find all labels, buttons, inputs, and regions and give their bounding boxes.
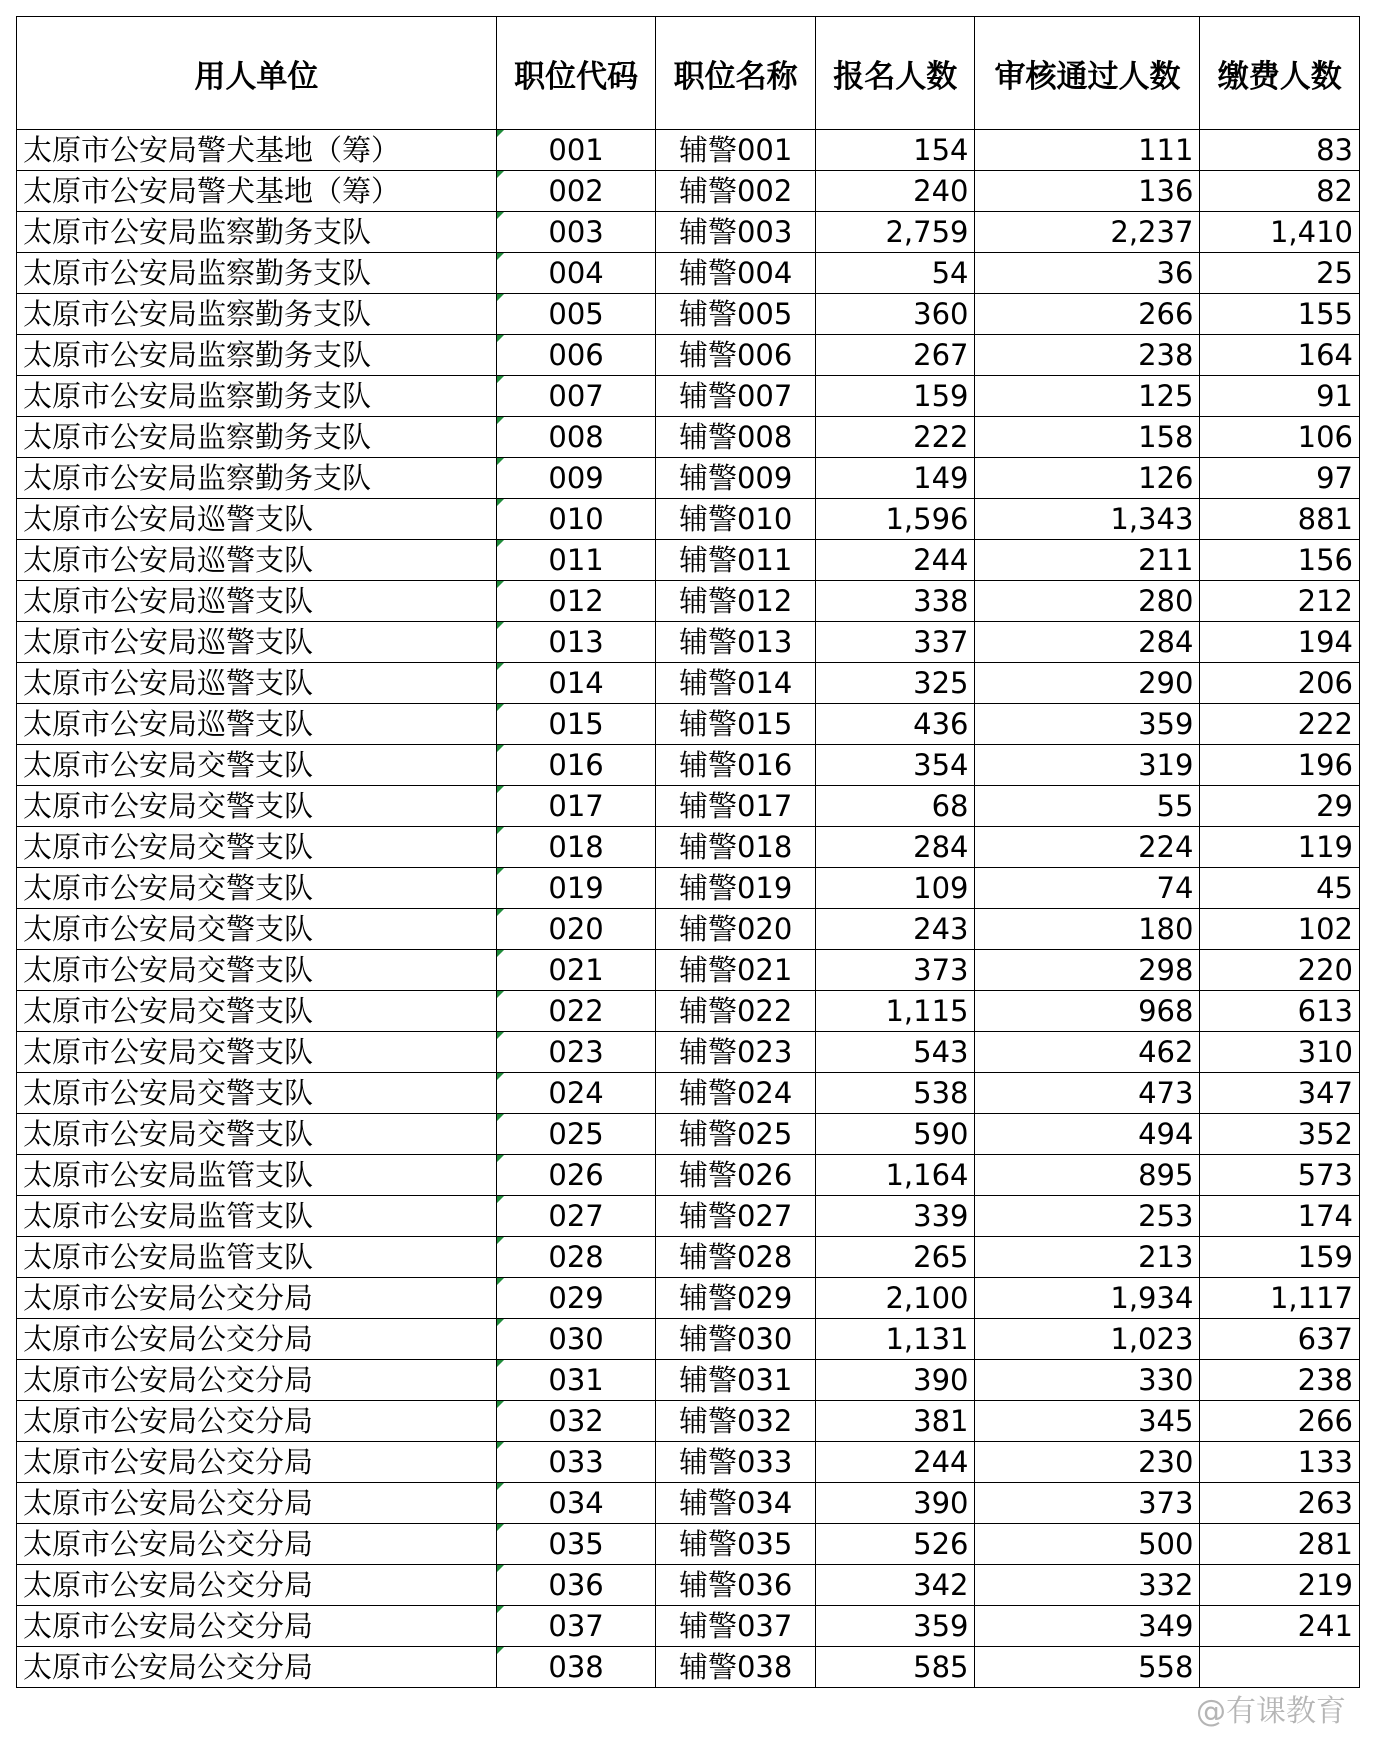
cell-approved: 253 [975, 1196, 1200, 1237]
cell-position-code: 034 [496, 1483, 656, 1524]
cell-position-name: 辅警019 [656, 868, 816, 909]
cell-paid: 637 [1200, 1319, 1360, 1360]
cell-applicants: 265 [815, 1237, 975, 1278]
cell-applicants: 243 [815, 909, 975, 950]
cell-position-code: 017 [496, 786, 656, 827]
cell-approved: 2,237 [975, 212, 1200, 253]
cell-unit: 太原市公安局巡警支队 [17, 499, 497, 540]
cell-position-code: 031 [496, 1360, 656, 1401]
table-row [17, 1196, 1360, 1237]
cell-position-name: 辅警024 [656, 1073, 816, 1114]
cell-position-name: 辅警015 [656, 704, 816, 745]
cell-position-name: 辅警011 [656, 540, 816, 581]
cell-position-code: 019 [496, 868, 656, 909]
table-row [17, 786, 1360, 827]
header-row [17, 17, 1360, 130]
table-row [17, 1155, 1360, 1196]
cell-position-code: 006 [496, 335, 656, 376]
cell-position-name: 辅警028 [656, 1237, 816, 1278]
cell-position-name: 辅警022 [656, 991, 816, 1032]
cell-position-name: 辅警003 [656, 212, 816, 253]
table-row [17, 253, 1360, 294]
cell-unit: 太原市公安局公交分局 [17, 1360, 497, 1401]
cell-paid: 159 [1200, 1237, 1360, 1278]
cell-position-code: 038 [496, 1647, 656, 1688]
cell-applicants: 267 [815, 335, 975, 376]
cell-approved: 158 [975, 417, 1200, 458]
cell-position-code: 009 [496, 458, 656, 499]
cell-applicants: 390 [815, 1483, 975, 1524]
cell-applicants: 244 [815, 1442, 975, 1483]
table-row [17, 417, 1360, 458]
cell-unit: 太原市公安局巡警支队 [17, 622, 497, 663]
cell-unit: 太原市公安局交警支队 [17, 745, 497, 786]
cell-applicants: 154 [815, 130, 975, 171]
cell-position-name: 辅警018 [656, 827, 816, 868]
cell-paid: 352 [1200, 1114, 1360, 1155]
cell-position-name: 辅警010 [656, 499, 816, 540]
cell-paid: 45 [1200, 868, 1360, 909]
cell-approved: 1,934 [975, 1278, 1200, 1319]
table-row [17, 499, 1360, 540]
table-row [17, 950, 1360, 991]
cell-unit: 太原市公安局公交分局 [17, 1483, 497, 1524]
cell-position-name: 辅警025 [656, 1114, 816, 1155]
cell-unit: 太原市公安局巡警支队 [17, 581, 497, 622]
cell-unit: 太原市公安局巡警支队 [17, 663, 497, 704]
cell-paid: 613 [1200, 991, 1360, 1032]
table-row [17, 622, 1360, 663]
cell-applicants: 436 [815, 704, 975, 745]
cell-unit: 太原市公安局公交分局 [17, 1401, 497, 1442]
table-row [17, 130, 1360, 171]
cell-paid: 222 [1200, 704, 1360, 745]
cell-approved: 494 [975, 1114, 1200, 1155]
table-row [17, 1647, 1360, 1688]
cell-position-code: 029 [496, 1278, 656, 1319]
cell-position-code: 036 [496, 1565, 656, 1606]
table-body [17, 130, 1360, 1688]
cell-position-code: 018 [496, 827, 656, 868]
cell-approved: 224 [975, 827, 1200, 868]
cell-paid: 155 [1200, 294, 1360, 335]
cell-unit: 太原市公安局警犬基地（筹） [17, 171, 497, 212]
table-row [17, 1524, 1360, 1565]
cell-position-code: 014 [496, 663, 656, 704]
cell-paid: 347 [1200, 1073, 1360, 1114]
cell-unit: 太原市公安局交警支队 [17, 1114, 497, 1155]
cell-applicants: 339 [815, 1196, 975, 1237]
cell-position-name: 辅警033 [656, 1442, 816, 1483]
cell-applicants: 337 [815, 622, 975, 663]
cell-applicants: 373 [815, 950, 975, 991]
cell-position-name: 辅警032 [656, 1401, 816, 1442]
cell-paid: 174 [1200, 1196, 1360, 1237]
cell-paid: 238 [1200, 1360, 1360, 1401]
cell-position-code: 030 [496, 1319, 656, 1360]
cell-applicants: 284 [815, 827, 975, 868]
cell-position-name: 辅警009 [656, 458, 816, 499]
cell-position-name: 辅警012 [656, 581, 816, 622]
cell-unit: 太原市公安局监察勤务支队 [17, 335, 497, 376]
cell-position-name: 辅警035 [656, 1524, 816, 1565]
cell-approved: 213 [975, 1237, 1200, 1278]
cell-applicants: 526 [815, 1524, 975, 1565]
cell-position-name: 辅警021 [656, 950, 816, 991]
table-row [17, 827, 1360, 868]
cell-paid: 219 [1200, 1565, 1360, 1606]
cell-unit: 太原市公安局巡警支队 [17, 540, 497, 581]
table-row [17, 745, 1360, 786]
table-row [17, 1606, 1360, 1647]
cell-position-name: 辅警038 [656, 1647, 816, 1688]
cell-unit: 太原市公安局监管支队 [17, 1237, 497, 1278]
cell-unit: 太原市公安局交警支队 [17, 1073, 497, 1114]
cell-applicants: 240 [815, 171, 975, 212]
cell-paid: 1,410 [1200, 212, 1360, 253]
cell-paid: 310 [1200, 1032, 1360, 1073]
cell-position-code: 003 [496, 212, 656, 253]
cell-position-code: 028 [496, 1237, 656, 1278]
table-row [17, 991, 1360, 1032]
cell-position-name: 辅警014 [656, 663, 816, 704]
table-row [17, 1278, 1360, 1319]
cell-position-code: 032 [496, 1401, 656, 1442]
cell-position-code: 035 [496, 1524, 656, 1565]
cell-applicants: 354 [815, 745, 975, 786]
cell-position-name: 辅警007 [656, 376, 816, 417]
cell-paid: 196 [1200, 745, 1360, 786]
table-row [17, 663, 1360, 704]
table-row [17, 171, 1360, 212]
cell-position-code: 004 [496, 253, 656, 294]
cell-approved: 211 [975, 540, 1200, 581]
cell-position-name: 辅警017 [656, 786, 816, 827]
cell-paid: 194 [1200, 622, 1360, 663]
header-applicants: 报名人数 [815, 17, 975, 130]
cell-applicants: 1,164 [815, 1155, 975, 1196]
cell-paid: 212 [1200, 581, 1360, 622]
cell-approved: 111 [975, 130, 1200, 171]
cell-applicants: 390 [815, 1360, 975, 1401]
cell-unit: 太原市公安局监察勤务支队 [17, 417, 497, 458]
cell-unit: 太原市公安局公交分局 [17, 1319, 497, 1360]
cell-unit: 太原市公安局交警支队 [17, 950, 497, 991]
table-row [17, 540, 1360, 581]
cell-position-name: 辅警023 [656, 1032, 816, 1073]
cell-paid: 881 [1200, 499, 1360, 540]
cell-position-name: 辅警020 [656, 909, 816, 950]
cell-approved: 558 [975, 1647, 1200, 1688]
cell-position-code: 016 [496, 745, 656, 786]
cell-applicants: 590 [815, 1114, 975, 1155]
cell-approved: 345 [975, 1401, 1200, 1442]
cell-unit: 太原市公安局监管支队 [17, 1155, 497, 1196]
cell-applicants: 543 [815, 1032, 975, 1073]
cell-approved: 968 [975, 991, 1200, 1032]
cell-unit: 太原市公安局警犬基地（筹） [17, 130, 497, 171]
cell-applicants: 159 [815, 376, 975, 417]
cell-position-code: 020 [496, 909, 656, 950]
cell-approved: 126 [975, 458, 1200, 499]
cell-unit: 太原市公安局交警支队 [17, 827, 497, 868]
cell-paid: 206 [1200, 663, 1360, 704]
cell-position-name: 辅警008 [656, 417, 816, 458]
cell-position-name: 辅警005 [656, 294, 816, 335]
table-row [17, 294, 1360, 335]
header-position-name: 职位名称 [656, 17, 816, 130]
cell-applicants: 342 [815, 1565, 975, 1606]
cell-position-code: 025 [496, 1114, 656, 1155]
cell-position-code: 023 [496, 1032, 656, 1073]
cell-position-code: 022 [496, 991, 656, 1032]
cell-unit: 太原市公安局交警支队 [17, 909, 497, 950]
cell-position-code: 026 [496, 1155, 656, 1196]
cell-position-code: 015 [496, 704, 656, 745]
cell-approved: 125 [975, 376, 1200, 417]
cell-unit: 太原市公安局监察勤务支队 [17, 212, 497, 253]
cell-approved: 473 [975, 1073, 1200, 1114]
cell-paid: 156 [1200, 540, 1360, 581]
watermark: @有课教育 [1196, 1694, 1346, 1729]
cell-paid: 266 [1200, 1401, 1360, 1442]
cell-paid: 220 [1200, 950, 1360, 991]
table-row [17, 376, 1360, 417]
cell-approved: 1,023 [975, 1319, 1200, 1360]
cell-paid: 119 [1200, 827, 1360, 868]
cell-paid: 106 [1200, 417, 1360, 458]
cell-applicants: 338 [815, 581, 975, 622]
cell-position-name: 辅警001 [656, 130, 816, 171]
table-row [17, 1360, 1360, 1401]
table-row [17, 1483, 1360, 1524]
cell-unit: 太原市公安局公交分局 [17, 1442, 497, 1483]
table-row [17, 909, 1360, 950]
cell-position-code: 001 [496, 130, 656, 171]
cell-unit: 太原市公安局公交分局 [17, 1524, 497, 1565]
cell-unit: 太原市公安局公交分局 [17, 1565, 497, 1606]
cell-applicants: 381 [815, 1401, 975, 1442]
cell-approved: 36 [975, 253, 1200, 294]
cell-paid: 263 [1200, 1483, 1360, 1524]
cell-approved: 373 [975, 1483, 1200, 1524]
cell-approved: 298 [975, 950, 1200, 991]
cell-unit: 太原市公安局交警支队 [17, 786, 497, 827]
table-row [17, 581, 1360, 622]
cell-position-name: 辅警026 [656, 1155, 816, 1196]
cell-position-code: 012 [496, 581, 656, 622]
table-row [17, 1401, 1360, 1442]
table-row [17, 1237, 1360, 1278]
cell-approved: 266 [975, 294, 1200, 335]
table-row [17, 1319, 1360, 1360]
header-position-code: 职位代码 [496, 17, 656, 130]
header-approved: 审核通过人数 [975, 17, 1200, 130]
cell-position-code: 007 [496, 376, 656, 417]
cell-paid: 83 [1200, 130, 1360, 171]
cell-applicants: 1,131 [815, 1319, 975, 1360]
cell-approved: 290 [975, 663, 1200, 704]
cell-approved: 280 [975, 581, 1200, 622]
table-row [17, 1073, 1360, 1114]
table-row [17, 704, 1360, 745]
cell-applicants: 585 [815, 1647, 975, 1688]
cell-applicants: 222 [815, 417, 975, 458]
table-row [17, 868, 1360, 909]
cell-approved: 319 [975, 745, 1200, 786]
cell-unit: 太原市公安局监察勤务支队 [17, 458, 497, 499]
cell-position-name: 辅警002 [656, 171, 816, 212]
cell-position-code: 033 [496, 1442, 656, 1483]
cell-applicants: 359 [815, 1606, 975, 1647]
table-row [17, 335, 1360, 376]
cell-applicants: 54 [815, 253, 975, 294]
cell-applicants: 149 [815, 458, 975, 499]
cell-paid: 29 [1200, 786, 1360, 827]
cell-paid: 573 [1200, 1155, 1360, 1196]
cell-applicants: 244 [815, 540, 975, 581]
cell-position-code: 010 [496, 499, 656, 540]
cell-position-name: 辅警013 [656, 622, 816, 663]
cell-approved: 332 [975, 1565, 1200, 1606]
cell-approved: 462 [975, 1032, 1200, 1073]
cell-applicants: 109 [815, 868, 975, 909]
cell-unit: 太原市公安局交警支队 [17, 991, 497, 1032]
cell-position-name: 辅警029 [656, 1278, 816, 1319]
cell-applicants: 325 [815, 663, 975, 704]
cell-approved: 74 [975, 868, 1200, 909]
cell-approved: 500 [975, 1524, 1200, 1565]
cell-position-name: 辅警027 [656, 1196, 816, 1237]
table-row [17, 1442, 1360, 1483]
cell-position-name: 辅警006 [656, 335, 816, 376]
cell-position-code: 008 [496, 417, 656, 458]
cell-approved: 238 [975, 335, 1200, 376]
cell-position-name: 辅警016 [656, 745, 816, 786]
cell-position-code: 002 [496, 171, 656, 212]
cell-approved: 55 [975, 786, 1200, 827]
cell-position-name: 辅警030 [656, 1319, 816, 1360]
cell-paid: 91 [1200, 376, 1360, 417]
cell-position-name: 辅警004 [656, 253, 816, 294]
cell-paid: 82 [1200, 171, 1360, 212]
header-unit: 用人单位 [17, 17, 497, 130]
cell-position-code: 021 [496, 950, 656, 991]
cell-applicants: 2,759 [815, 212, 975, 253]
cell-position-name: 辅警037 [656, 1606, 816, 1647]
cell-paid: 241 [1200, 1606, 1360, 1647]
cell-position-code: 037 [496, 1606, 656, 1647]
cell-approved: 1,343 [975, 499, 1200, 540]
recruitment-table [16, 16, 1360, 1688]
table-row [17, 1114, 1360, 1155]
cell-position-name: 辅警036 [656, 1565, 816, 1606]
cell-unit: 太原市公安局公交分局 [17, 1606, 497, 1647]
cell-paid [1200, 1647, 1360, 1688]
cell-applicants: 1,596 [815, 499, 975, 540]
cell-applicants: 2,100 [815, 1278, 975, 1319]
cell-paid: 164 [1200, 335, 1360, 376]
cell-paid: 25 [1200, 253, 1360, 294]
table-row [17, 212, 1360, 253]
cell-unit: 太原市公安局交警支队 [17, 868, 497, 909]
cell-unit: 太原市公安局监察勤务支队 [17, 376, 497, 417]
cell-unit: 太原市公安局公交分局 [17, 1278, 497, 1319]
cell-position-code: 005 [496, 294, 656, 335]
cell-position-code: 011 [496, 540, 656, 581]
cell-position-name: 辅警031 [656, 1360, 816, 1401]
cell-applicants: 538 [815, 1073, 975, 1114]
cell-unit: 太原市公安局公交分局 [17, 1647, 497, 1688]
cell-paid: 133 [1200, 1442, 1360, 1483]
cell-paid: 281 [1200, 1524, 1360, 1565]
cell-applicants: 360 [815, 294, 975, 335]
cell-paid: 1,117 [1200, 1278, 1360, 1319]
cell-approved: 895 [975, 1155, 1200, 1196]
cell-paid: 97 [1200, 458, 1360, 499]
cell-approved: 136 [975, 171, 1200, 212]
cell-unit: 太原市公安局监管支队 [17, 1196, 497, 1237]
cell-applicants: 68 [815, 786, 975, 827]
cell-approved: 359 [975, 704, 1200, 745]
cell-approved: 330 [975, 1360, 1200, 1401]
cell-approved: 230 [975, 1442, 1200, 1483]
cell-applicants: 1,115 [815, 991, 975, 1032]
cell-paid: 102 [1200, 909, 1360, 950]
table-row [17, 1032, 1360, 1073]
cell-unit: 太原市公安局监察勤务支队 [17, 294, 497, 335]
cell-approved: 180 [975, 909, 1200, 950]
cell-unit: 太原市公安局巡警支队 [17, 704, 497, 745]
table-row [17, 1565, 1360, 1606]
cell-position-name: 辅警034 [656, 1483, 816, 1524]
cell-position-code: 027 [496, 1196, 656, 1237]
header-paid: 缴费人数 [1200, 17, 1360, 130]
cell-unit: 太原市公安局交警支队 [17, 1032, 497, 1073]
cell-approved: 349 [975, 1606, 1200, 1647]
cell-approved: 284 [975, 622, 1200, 663]
table-row [17, 458, 1360, 499]
cell-unit: 太原市公安局监察勤务支队 [17, 253, 497, 294]
table-header [17, 17, 1360, 130]
cell-position-code: 024 [496, 1073, 656, 1114]
cell-position-code: 013 [496, 622, 656, 663]
